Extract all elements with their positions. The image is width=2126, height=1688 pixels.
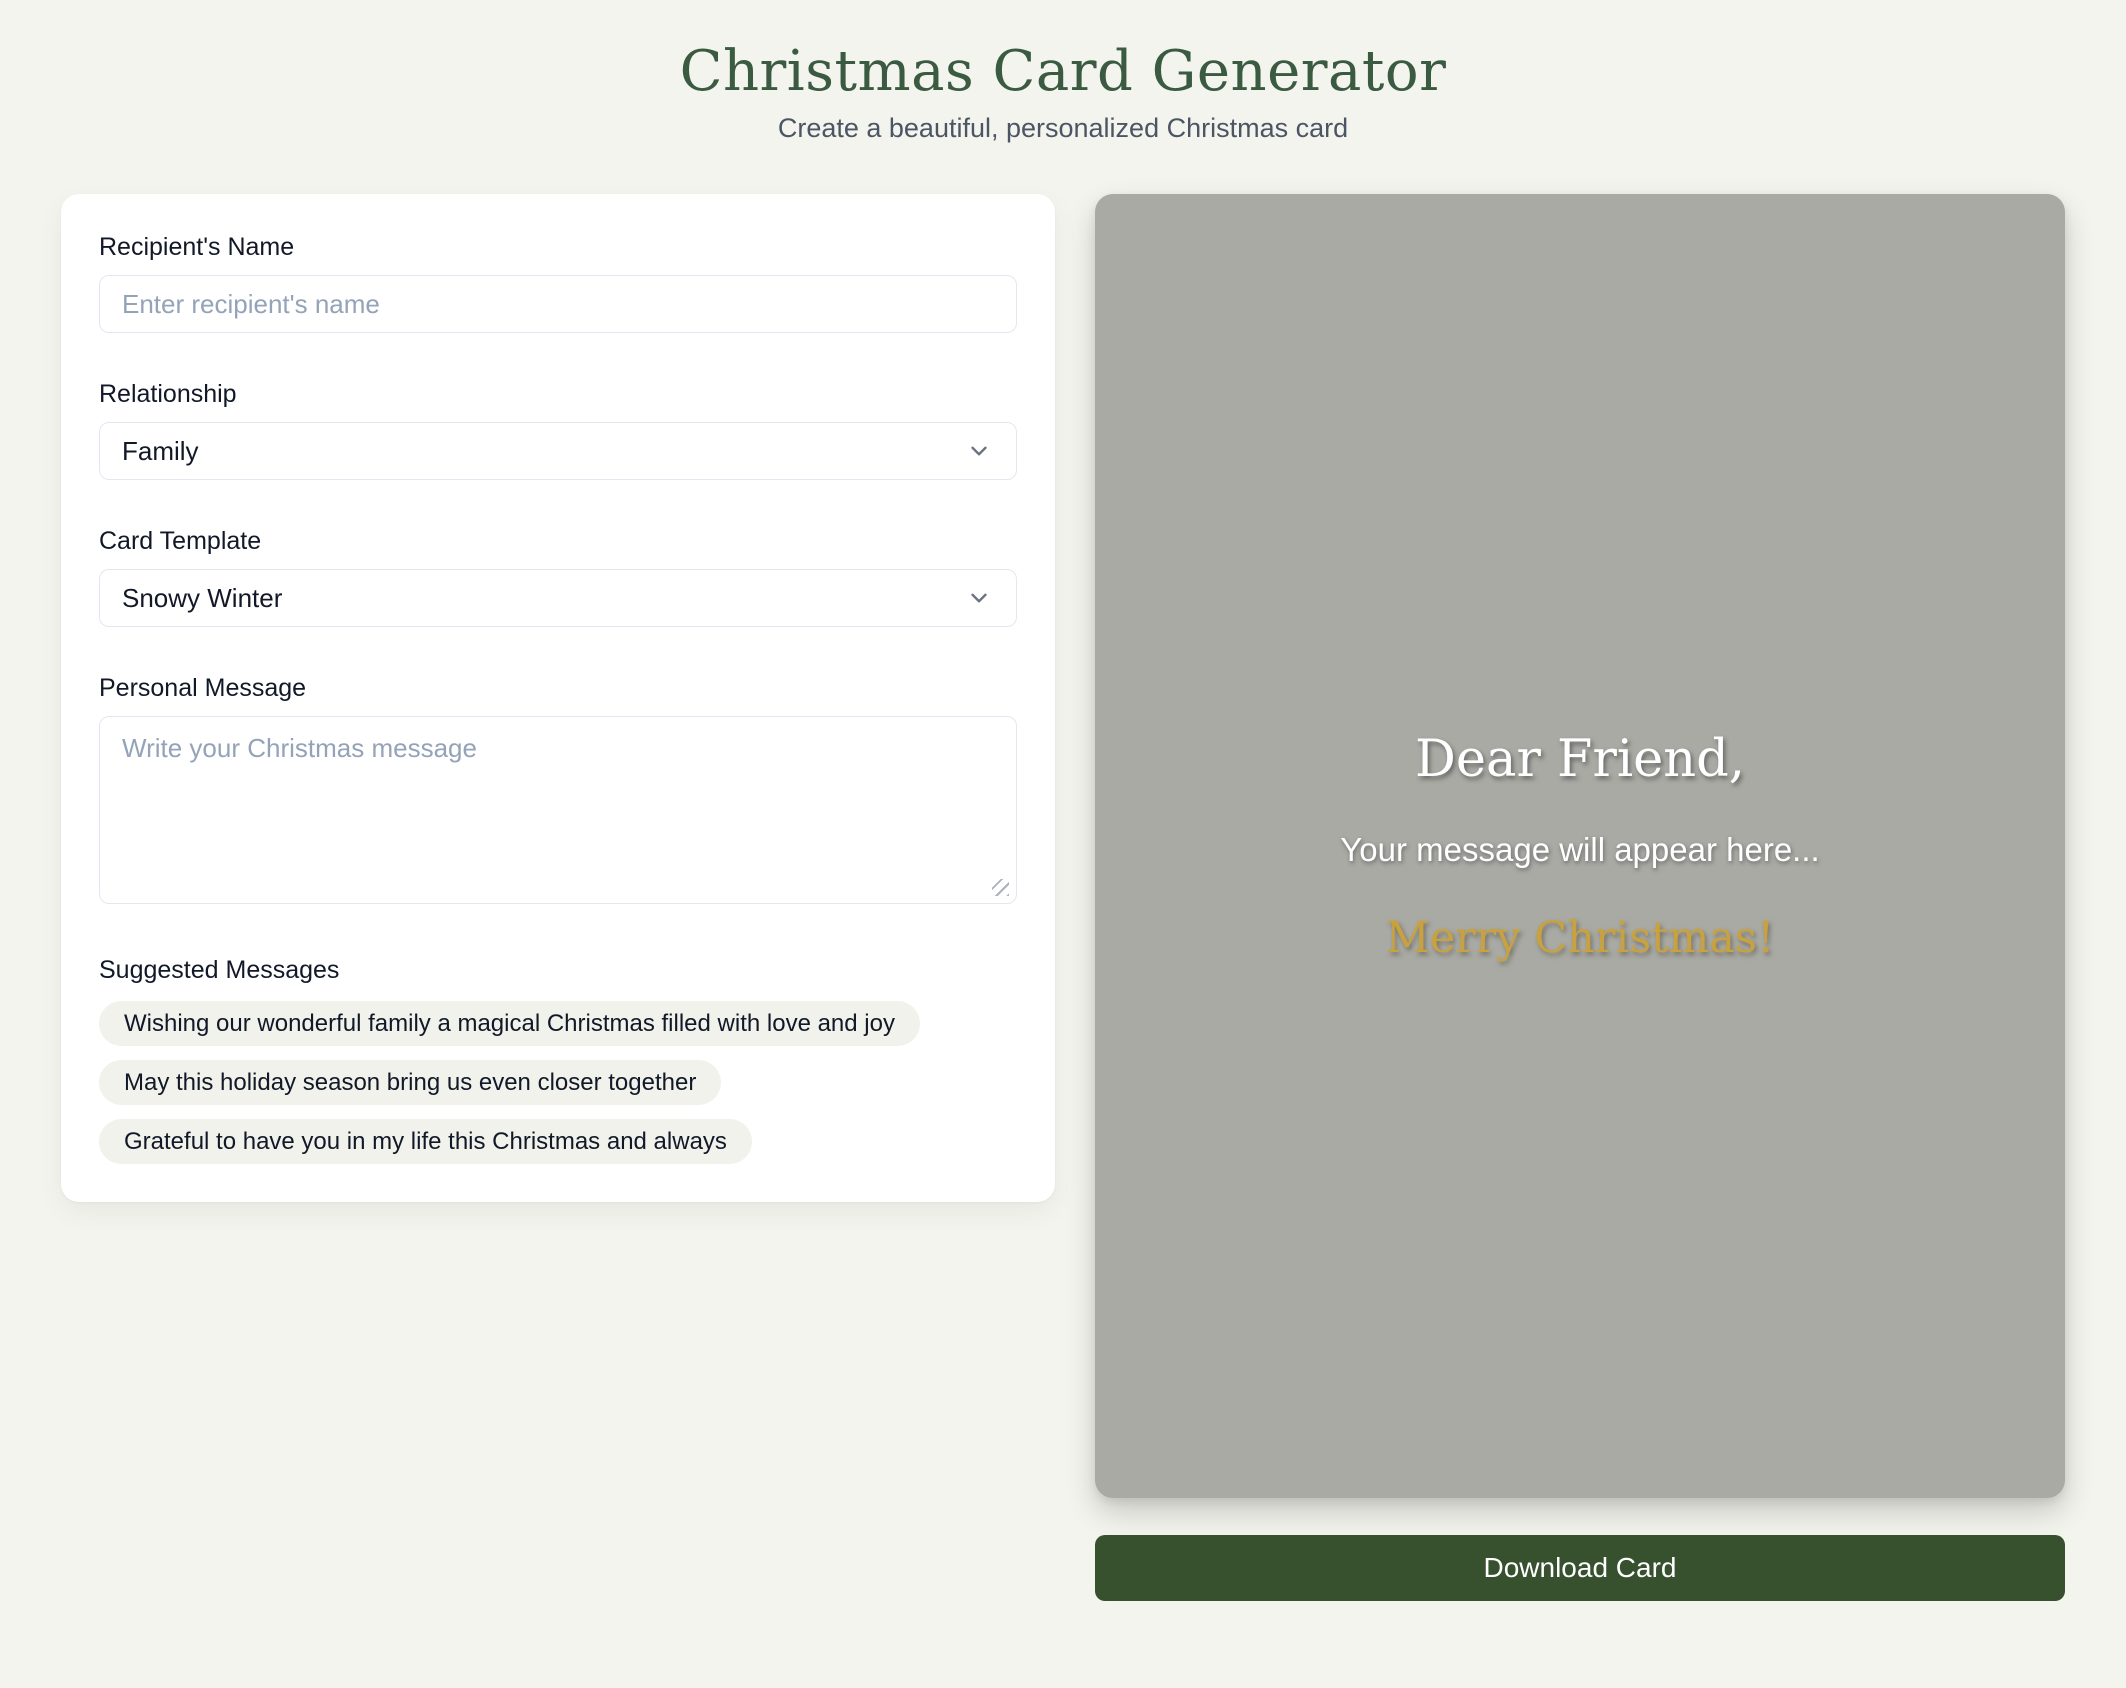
preview-column — [1095, 194, 2065, 1601]
personal-message-label: Personal Message — [99, 674, 307, 703]
preview-greeting-text: Dear Friend, — [1414, 729, 1746, 789]
chevron-down-icon — [966, 438, 992, 464]
card-generator-form — [61, 194, 1055, 1202]
preview-message-text: Your message will appear here... — [1340, 830, 1820, 868]
page-container — [61, 0, 2065, 1601]
suggestion-pill[interactable]: Grateful to have you in my life this Christmas and always — [99, 1119, 752, 1164]
card-template-selected-value: Snowy Winter — [122, 582, 283, 613]
suggested-messages-group — [99, 955, 1017, 1164]
relationship-field-group — [99, 379, 1017, 480]
main-content — [61, 194, 2065, 1601]
chevron-down-icon — [966, 585, 992, 611]
recipient-name-label: Recipient's Name — [99, 233, 295, 262]
suggested-messages-label: Suggested Messages — [99, 956, 340, 985]
message-field-group — [99, 673, 1017, 909]
suggestion-pill[interactable]: Wishing our wonderful family a magical Christmas filled with love and joy — [99, 1001, 920, 1046]
card-template-label: Card Template — [99, 527, 262, 556]
recipient-name-input[interactable] — [99, 275, 1017, 333]
relationship-select[interactable] — [99, 422, 1017, 480]
relationship-selected-value: Family — [122, 435, 199, 466]
suggestion-pill[interactable]: May this holiday season bring us even closer together — [99, 1060, 721, 1105]
recipient-field-group — [99, 232, 1017, 333]
card-template-select[interactable] — [99, 569, 1017, 627]
preview-closing-text: Merry Christmas! — [1385, 912, 1775, 963]
page-title: Christmas Card Generator — [679, 39, 1447, 104]
relationship-label: Relationship — [99, 380, 237, 409]
page-header — [61, 38, 2065, 144]
template-field-group — [99, 526, 1017, 627]
page-subtitle: Create a beautiful, personalized Christmas card — [777, 113, 1349, 144]
personal-message-textarea[interactable] — [99, 716, 1017, 904]
card-preview — [1095, 194, 2065, 1498]
download-card-button[interactable]: Download Card — [1095, 1535, 2065, 1601]
